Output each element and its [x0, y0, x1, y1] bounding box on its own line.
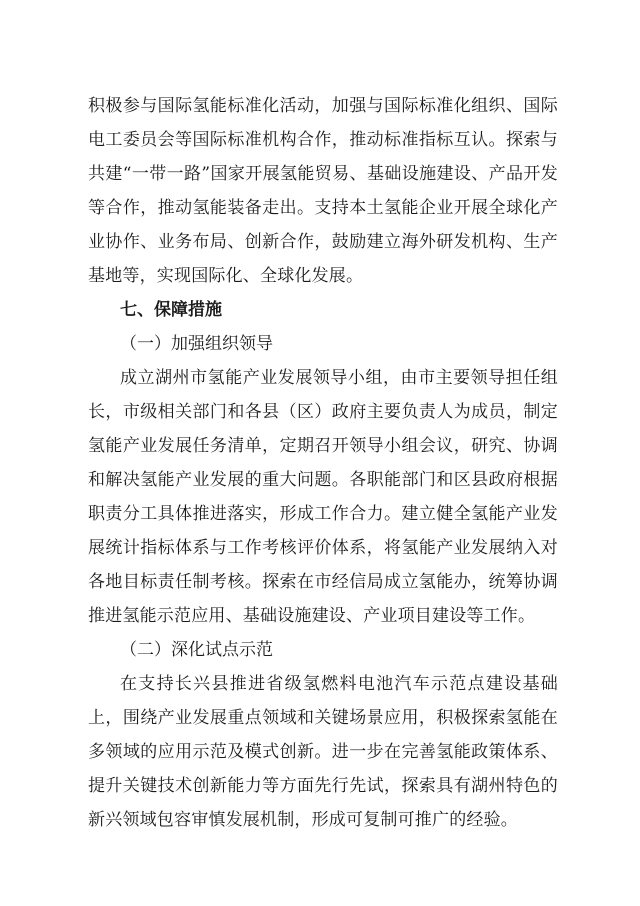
paragraph-line: 等合作，推动氢能装备走出。支持本土氢能企业开展全球化产	[88, 198, 558, 218]
paragraph-line: 共建“一带一路”国家开展氢能贸易、基础设施建设、产品开发	[88, 164, 558, 184]
paragraph-line: 各地目标责任制考核。探索在市经信局成立氢能办，统筹协调	[88, 572, 558, 592]
paragraph-line: 成立湖州市氢能产业发展领导小组，由市主要领导担任组	[120, 368, 558, 388]
paragraph-line: 新兴领域包容审慎发展机制，形成可复制可推广的经验。	[88, 810, 518, 830]
paragraph-line: 上，围绕产业发展重点领域和关键场景应用，积极探索氢能在	[88, 708, 558, 728]
paragraph-line: 推进氢能示范应用、基础设施建设、产业项目建设等工作。	[88, 606, 536, 626]
paragraph-line: 展统计指标体系与工作考核评价体系，将氢能产业发展纳入对	[88, 538, 558, 558]
paragraph-line: 积极参与国际氢能标准化活动，加强与国际标准化组织、国际	[88, 96, 558, 116]
paragraph-line: 业协作、业务布局、创新合作，鼓励建立海外研发机构、生产	[88, 232, 558, 252]
subsection-heading: （二）深化试点示范	[120, 640, 273, 660]
paragraph-line: 在支持长兴县推进省级氢燃料电池汽车示范点建设基础	[120, 674, 558, 694]
paragraph-line: 长，市级相关部门和各县（区）政府主要负责人为成员，制定	[88, 402, 558, 422]
paragraph-line: 和解决氢能产业发展的重大问题。各职能部门和区县政府根据	[88, 470, 558, 490]
paragraph-line: 多领域的应用示范及模式创新。进一步在完善氢能政策体系、	[88, 742, 558, 762]
paragraph-line: 基地等，实现国际化、全球化发展。	[88, 266, 364, 286]
section-heading: 七、保障措施	[120, 300, 222, 320]
paragraph-line: 职责分工具体推进落实，形成工作合力。建立健全氢能产业发	[88, 504, 558, 524]
subsection-heading: （一）加强组织领导	[120, 334, 273, 354]
paragraph-line: 提升关键技术创新能力等方面先行先试，探索具有湖州特色的	[88, 776, 558, 796]
paragraph-line: 氢能产业发展任务清单，定期召开领导小组会议，研究、协调	[88, 436, 558, 456]
paragraph-line: 电工委员会等国际标准机构合作，推动标准指标互认。探索与	[88, 130, 558, 150]
